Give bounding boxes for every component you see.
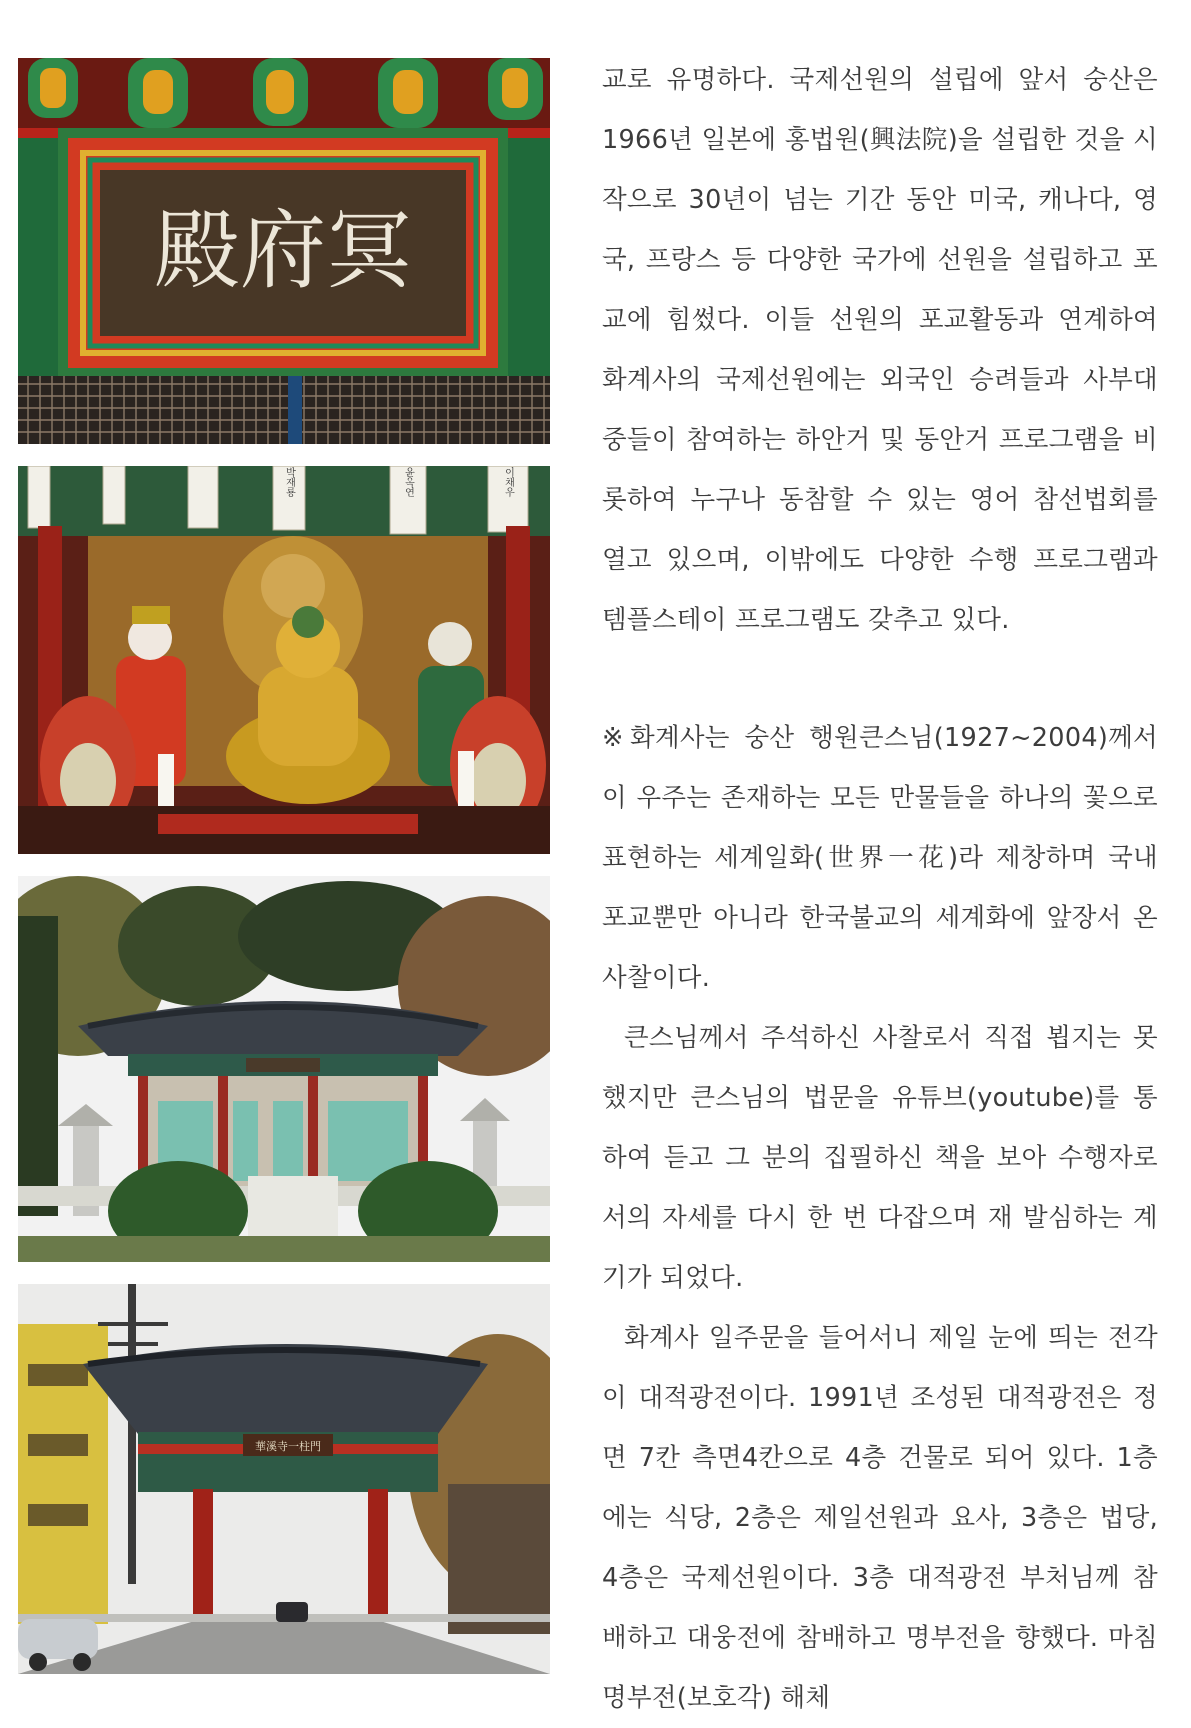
photo-golden-buddha-altar [18, 466, 550, 854]
paragraph-intro-continued: 교로 유명하다. 국제선원의 설립에 앞서 숭산은 1966년 일본에 홍법원(興法院)을 설립한 것을 시작으로 30년이 넘는 기간 동안 미국, 캐나다, 영국, 프랑스 등 다양한 국가에 선원을 설립하고 포교에 힘썼다. 이들 선원의 포교활동과 연계하여 화계사의 국제선원에는 외국인 승려들과 사부대중들이 참여하는 하안거 및 동안거 프로그램을 비롯하여 누구나 동참할 수 있는 영어 참선법회를 열고 있으며, 이밖에도 다양한 수행 프로그램과 템플스테이 프로그램도 갖추고 있다. [602, 65, 1158, 635]
paragraph-daejeokgwangjeon: 화계사 일주문을 들어서니 제일 눈에 띄는 전각이 대적광전이다. 1991년 조성된 대적광전은 정면 7칸 측면4칸으로 4층 건물로 되어 있다. 1층에는 식당, 2층은 제일선원과 요사, 3층은 법당, 4층은 국제선원이다. 3층 대적광전 부처님께 참배하고 대웅전에 참배하고 명부전을 향했다. 마침 명부전(보호각) 해체 [602, 1323, 1158, 1713]
photo-myeongbujeon-signboard [18, 58, 550, 444]
article-text-column [602, 50, 1158, 1728]
memorial-tag-text-3: 이채우 [502, 467, 514, 497]
memorial-tag-text-2: 윤옥연 [402, 467, 414, 497]
paragraph-note: ※화계사는 숭산 행원큰스님(1927~2004)께서 이 우주는 존재하는 모든 만물들을 하나의 꽃으로 표현하는 세계일화(世界一花)라 제창하며 국내 포교뿐만 아니라 한국불교의 세계화에 앞장서 온 사찰이다. [602, 723, 1158, 993]
paragraph-reflection: 큰스님께서 주석하신 사찰로서 직접 뵙지는 못했지만 큰스님의 법문을 유튜브(youtube)를 통하여 듣고 그 분의 집필하신 책을 보아 수행자로서의 자세를 다시 한 번 다잡으며 재 발심하는 계기가 되었다. [602, 1023, 1158, 1293]
signboard-text: 殿府冥 [154, 201, 412, 301]
photo-temple-hall-exterior [18, 876, 550, 1262]
memorial-tag-text-1: 박재룡 [283, 467, 295, 497]
gate-sign-text: 華溪寺一柱門 [255, 1440, 321, 1453]
photo-iljumun-gate [18, 1284, 550, 1674]
